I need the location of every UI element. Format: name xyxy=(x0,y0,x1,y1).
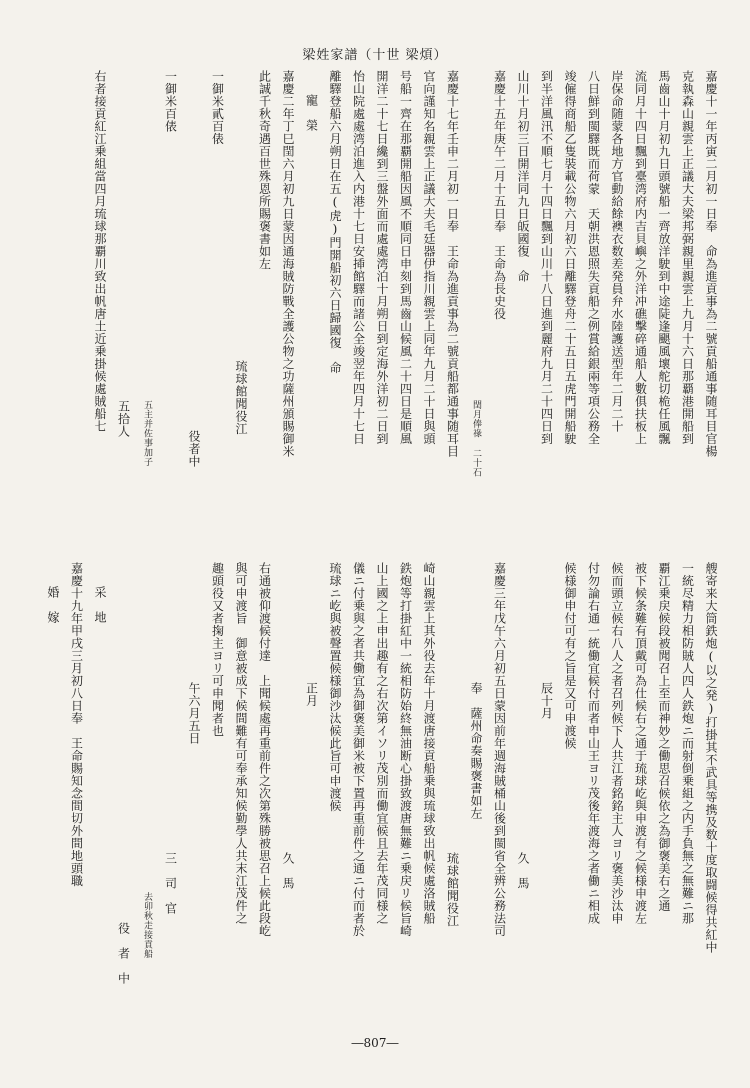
text-column: 嘉慶十七年壬申二月初一日奉 王命為進貢事為二號貢船都通事随耳目 xyxy=(445,70,460,458)
date-column: 辰十月 xyxy=(539,682,554,720)
text-column: 岸保命随蒙各地方官動給餘襖衣数差発員弁水陸護送型年二月二十 xyxy=(610,70,624,433)
annotation-column: 五拾人 xyxy=(116,400,131,438)
text-column: 右通被仰渡候付達 上聞候處再重前件之次第殊勝被思召上候此段屹 xyxy=(257,562,272,937)
text-column: 一御米百俵 xyxy=(163,70,178,133)
text-column: 一統尽精力相防賊人四人鉄炮ニ而射倒乗組之内手負無之無難ニ那 xyxy=(680,562,695,925)
text-column: 馬齒山十月初九日頭號船一齊放洋駛到中途陡逢颶風壞舵切桅任風飄 xyxy=(657,70,671,445)
text-column: 艘寄来大筒鉄炮(以之発)打掛其不武具等携及数十度取闘候得共紅中 xyxy=(704,562,718,954)
text-column: 琉球ニ屹與被聲置候様御沙汰候此旨可申渡候 xyxy=(328,562,342,812)
page-number: ―807― xyxy=(351,1036,399,1050)
text-column: 開洋二十七日纔到三盤外面而處處湾泊十月朔日到定海外洋初二日到 xyxy=(375,70,389,445)
annotation-column: 役 者 中 xyxy=(116,922,131,985)
annotation-column: 三 司 官 xyxy=(163,852,178,915)
annotation-column: 五主并佐事加子 xyxy=(142,400,152,467)
text-column: 一御米貳百俵 xyxy=(210,70,225,145)
text-column: 嘉慶十九年甲戌三月初八日奉 王命賜知念間切外間地頭職 xyxy=(69,562,84,887)
text-column: 竣僱得商船乙隻裝載公物六月初六日離驛登舟二十五日五虎門開船駛 xyxy=(563,70,577,445)
text-column: 山上國之上申出趣有之右次第イソリ茂別而働宜候且去年茂同様之 xyxy=(375,562,389,925)
section-heading: 寵 榮 xyxy=(304,94,319,132)
text-column: 與可申渡旨 御意被成下候間難有可奉承知候勤學人共末江茂件之 xyxy=(234,562,248,925)
text-column: 被下候条難有頂戴可為仕候右之通于琉球屹與申渡有之候様申渡左 xyxy=(633,562,648,925)
text-column: 奉 薩州命奏賜褒書如左 xyxy=(469,682,483,820)
annotation-column: 久 馬 xyxy=(281,852,295,890)
text-column: 号船一齊在那覇開船因風不順同日申刻到馬齒山候風二十四日是順風 xyxy=(398,70,413,445)
text-column: 覇江乗戻候段被聞召上至而神妙之働思召候依之為御褒美右之通 xyxy=(657,562,671,912)
text-column: 嘉慶十一年丙寅二月初一日奉 命為進貢事為二號貢船通事随耳目官楊 xyxy=(704,70,718,458)
section-heading: 婚 嫁 xyxy=(46,586,60,624)
text-column: 山川十月初三日開洋同九日皈國復 命 xyxy=(516,70,530,283)
annotation-column: 役者中 xyxy=(187,430,201,468)
text-column: 鉄炮等打掛紅中一統相防始終無油断心掛致渡唐無難ニ乗戻リ候旨崎 xyxy=(398,562,413,937)
text-column: 崎山親雲上其外役去年十月渡唐接貢船乗與琉球致出帆候處洛賊船 xyxy=(422,562,436,925)
annotation-column: 閏月俸祿 二十石 xyxy=(471,400,481,477)
annotation-column: 去卯秋走接貢船 xyxy=(142,892,152,959)
text-column: 右者接貢紅江乗組當四月琉球那覇川致出帆唐土近乗掛候處賊船七 xyxy=(93,70,107,433)
bottom-text-block xyxy=(46,562,722,1024)
text-column: 官向謹知名親雲上正議大夫毛廷器伊指川親雲上同年九月二十日與頭 xyxy=(422,70,436,445)
annotation-column: 琉球館聞役江 xyxy=(234,360,248,435)
date-column: 午六月五日 xyxy=(187,682,201,745)
text-column: 付勿論右通一統働宜候付而者申山王ヨリ茂後年渡海之者働ニ相成 xyxy=(586,562,601,925)
text-column: 嘉慶十五年庚午二月十五日奉 王命為長史役 xyxy=(492,70,507,320)
text-column: 此誠千秋奇遇百世殊恩所賜褒書如左 xyxy=(257,70,272,270)
top-text-block xyxy=(72,70,722,550)
text-column: 到半洋風汛不順七月十四日飄到山川十八日進到麗府九月二十四日到 xyxy=(539,70,554,445)
text-column: 候様御申付可有之旨是又可申渡候 xyxy=(563,562,577,750)
text-column: 趣頭役又者掬主ヨリ可申聞者也 xyxy=(210,562,225,737)
text-column: 儀ニ付乗與之者共働宜為御褒美御米被下置再重前件之通ニ付而者於 xyxy=(351,562,366,937)
section-heading: 采 地 xyxy=(93,586,107,624)
page-header: 梁姓家譜（十世 梁煩） xyxy=(302,48,448,63)
text-column: 離驛登船六月朔日在五(虎)門開船初六日歸國復 命 xyxy=(328,70,342,374)
text-column: 流同月十四日飄到臺湾府内吉貝嶼之外洋冲礁擊碎通船人數俱扶板上 xyxy=(633,70,648,445)
text-column: 八日鮮到閩驛既而荷蒙 天朝洪恩照失貢船之例賞給銀兩等項公務全 xyxy=(586,70,601,445)
text-column: 嘉慶二年丁巳閏六月初九日蒙因通海賊防戰全護公物之功薩州頒賜御米 xyxy=(281,70,295,458)
text-column: 怡山院處處湾泊進入内港十七日安揷館驛而諸公全竣翌年四月十七日 xyxy=(351,70,366,445)
text-column: 候而頭立候右八人之者召列候下人共江者銘銘主人ヨリ褒美沙汰申 xyxy=(610,562,624,925)
text-column: 嘉慶三年戊午六月初五日蒙因前年週海賊桶山後到閩省全辨公務法司 xyxy=(492,562,507,937)
date-column: 正月 xyxy=(304,682,319,707)
annotation-column: 琉球館聞役江 xyxy=(445,852,460,927)
text-column: 克執森山親雲上正議大夫梁邦弼親里親雲上九月十六日那覇港開船到 xyxy=(680,70,695,445)
annotation-column: 久 馬 xyxy=(516,852,530,890)
